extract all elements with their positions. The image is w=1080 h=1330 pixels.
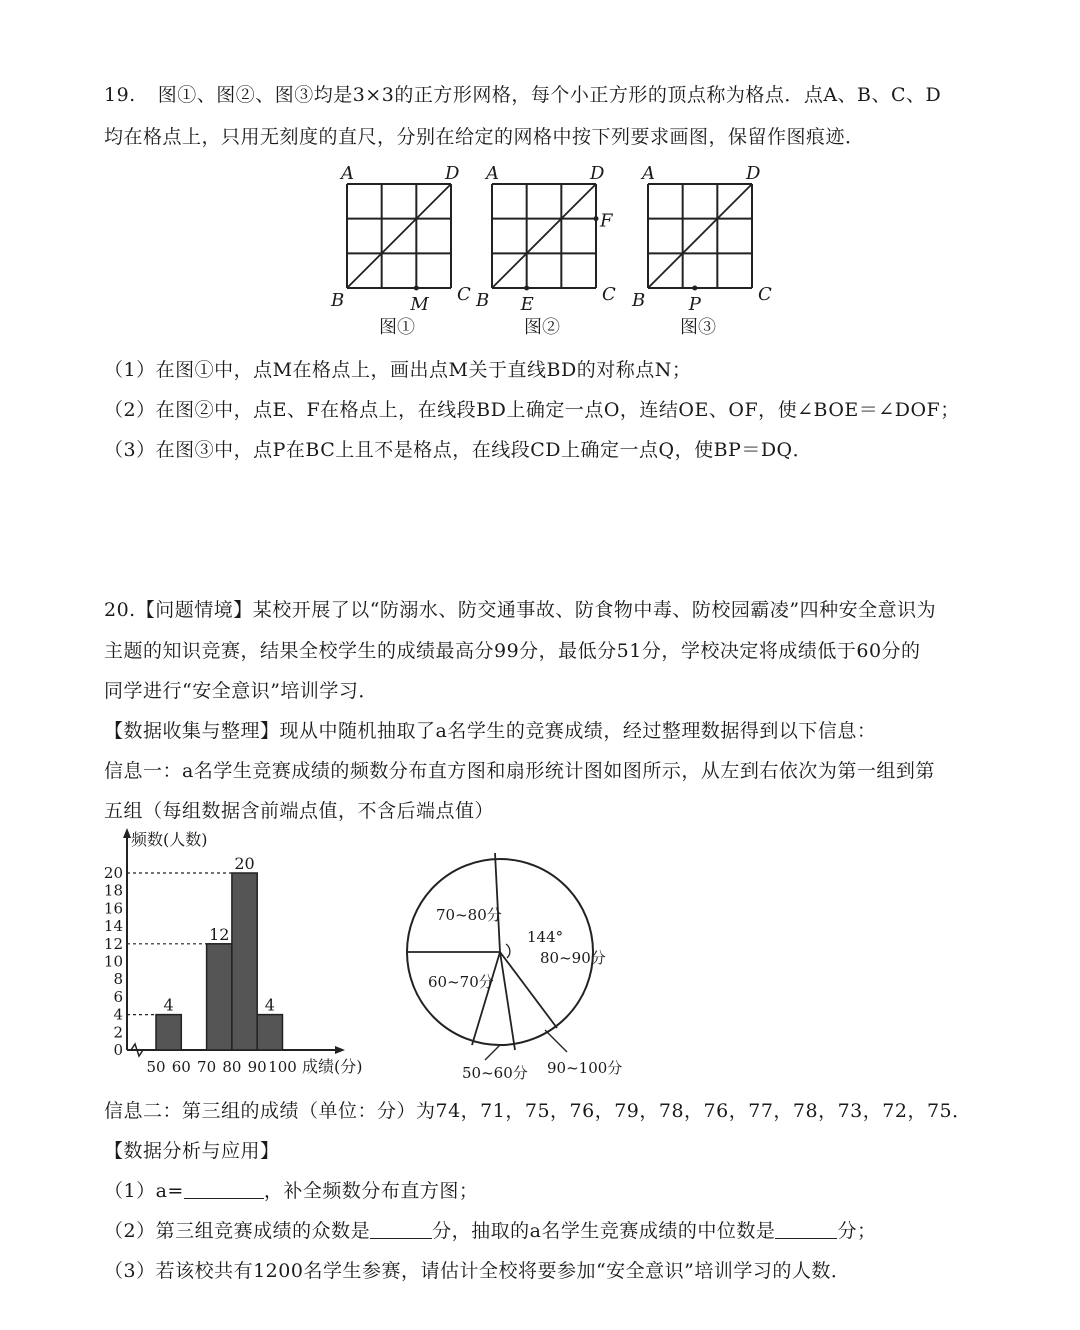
- label-d: D: [746, 163, 761, 184]
- q20-part3: （3）若该校共有1200名学生参赛，请估计全校将要参加“安全意识”培训学习的人数．: [104, 1260, 851, 1282]
- y-axis-label: 频数(人数): [131, 830, 208, 849]
- answer-blank-a[interactable]: [184, 1180, 264, 1199]
- diagonal-bd: [347, 184, 451, 288]
- q19-part1: （1）在图①中，点M在格点上，画出点M关于直线BD的对称点N；: [104, 359, 692, 381]
- q19-part3: （3）在图③中，点P在BC上且不是格点，在线段CD上确定一点Q，使BP＝DQ．: [104, 439, 813, 461]
- label-c: C: [758, 284, 772, 305]
- x-tick-label: 90: [247, 1058, 267, 1076]
- pie-slice-boundary: [495, 853, 500, 952]
- label-d: D: [590, 163, 605, 184]
- q20-line2: 主题的知识竞赛，结果全校学生的成绩最高分99分，最低分51分，学校决定将成绩低于60分的: [104, 640, 921, 662]
- y-tick-label: 10: [103, 952, 123, 971]
- histogram-bar: [257, 1015, 282, 1050]
- x-tick-label: 80: [222, 1058, 242, 1076]
- point: [524, 286, 529, 291]
- label-point: E: [520, 294, 534, 315]
- q20-line5: 信息一：a名学生竞赛成绩的频数分布直方图和扇形统计图如图所示，从左到右依次为第一组到第: [104, 760, 935, 782]
- y-tick-label: 18: [103, 881, 123, 900]
- answer-blank-mode[interactable]: [370, 1220, 432, 1239]
- x-axis-arrow: [335, 1046, 345, 1054]
- bar-data-label: 12: [209, 924, 230, 944]
- q20-line6: 五组（每组数据含前端点值，不含后端点值）: [104, 800, 495, 822]
- answer-blank-median[interactable]: [775, 1220, 837, 1239]
- y-tick-label: 4: [113, 1005, 123, 1024]
- label-point: P: [688, 294, 701, 315]
- label-c: C: [602, 284, 616, 305]
- x-axis-label: 成绩(分): [302, 1057, 363, 1076]
- bar-data-label: 4: [264, 995, 275, 1015]
- q19-text: 图①、图②、图③均是3×3的正方形网格，每个小正方形的顶点称为格点．点A、B、C、D: [157, 84, 942, 106]
- angle-arc: [506, 944, 510, 958]
- y-axis-arrow: [123, 828, 131, 838]
- q20-part2-text2: 分，抽取的a名学生竞赛成绩的中位数是: [432, 1220, 776, 1242]
- x-tick-label: 50: [146, 1058, 166, 1076]
- label-b: B: [331, 290, 345, 311]
- q20-info2: 信息二：第三组的成绩（单位：分）为74，71，75，76，79，78，76，77，78，73，72，75．: [104, 1100, 972, 1122]
- q20-line3: 同学进行“安全意识”培训学习．: [104, 680, 378, 702]
- label-point: M: [410, 294, 429, 315]
- label-b: B: [632, 290, 646, 311]
- y-tick-label: 12: [103, 934, 123, 953]
- q19-part2: （2）在图②中，点E、F在格点上，在线段BD上确定一点O，连结OE、OF，使∠BOE＝∠DOF；: [104, 399, 960, 421]
- q20-part1-text: （1）a=: [104, 1180, 184, 1202]
- y-tick-label: 16: [103, 899, 123, 918]
- bar-data-label: 4: [163, 995, 174, 1015]
- q20-charts: [0, 820, 700, 1090]
- label-a: A: [642, 163, 655, 184]
- point: [692, 286, 697, 291]
- x-tick-label: 70: [197, 1058, 217, 1076]
- pie-slice-label: 90~100分: [547, 1059, 623, 1077]
- x-tick-label: 60: [171, 1058, 191, 1076]
- histogram-bar: [232, 873, 257, 1050]
- q20-line1: 20.【问题情境】某校开展了以“防溺水、防交通事故、防食物中毒、防校园霸凌”四种安全意识为: [104, 599, 937, 621]
- q20-part2: [104, 1216, 876, 1243]
- bar-data-label: 20: [234, 854, 255, 873]
- q20-analysis-title: 【数据分析与应用】: [104, 1140, 280, 1162]
- q19-line2: 均在格点上，只用无刻度的直尺，分别在给定的网格中按下列要求画图，保留作图痕迹．: [104, 126, 865, 148]
- q20-line4: 【数据收集与整理】现从中随机抽取了a名学生的竞赛成绩，经过整理数据得到以下信息：: [104, 720, 877, 742]
- q20-part2-text: （2）第三组竞赛成绩的众数是: [104, 1220, 371, 1242]
- y-tick-label: 2: [113, 1023, 123, 1042]
- figure-caption: 图②: [524, 317, 560, 338]
- label-d: D: [445, 163, 460, 184]
- y-tick-label: 0: [113, 1041, 123, 1059]
- y-tick-label: 8: [113, 970, 123, 989]
- pie-slice-label: 80~90分: [540, 949, 606, 967]
- label-b: B: [476, 290, 490, 311]
- x-tick-label: 100: [268, 1058, 297, 1076]
- y-tick-label: 14: [103, 917, 123, 936]
- q19-figures: [0, 0, 1080, 340]
- histogram-bar: [207, 944, 232, 1050]
- pie-angle-label: 144°: [527, 928, 564, 946]
- pointer-arrow: [485, 1045, 500, 1060]
- y-tick-label: 6: [113, 987, 123, 1006]
- y-tick-label: 20: [103, 864, 123, 882]
- pointer-arrow: [545, 1030, 567, 1052]
- histogram-bar: [156, 1015, 181, 1050]
- point: [414, 286, 419, 291]
- pie-slice-boundary: [500, 952, 515, 1050]
- pie-slice-label: 50~60分: [462, 1064, 528, 1082]
- label-f: F: [600, 210, 613, 232]
- diagonal-bd: [492, 184, 596, 288]
- pie-slice-label: 60~70分: [428, 973, 494, 991]
- point-f: [594, 216, 599, 221]
- figure-caption: 图①: [379, 317, 415, 338]
- label-a: A: [341, 163, 354, 184]
- q19-number: 19.: [104, 84, 136, 106]
- label-c: C: [457, 284, 471, 305]
- q20-part1-text2: ，补全频数分布直方图；: [263, 1180, 479, 1202]
- diagonal-bd: [648, 184, 752, 288]
- pie-slice-label: 70~80分: [436, 906, 502, 924]
- label-a: A: [486, 163, 499, 184]
- figure-caption: 图③: [680, 317, 716, 338]
- q20-part2-text3: 分；: [837, 1220, 877, 1242]
- pie-slice-boundary: [472, 952, 500, 1045]
- q20-part1: [104, 1176, 478, 1203]
